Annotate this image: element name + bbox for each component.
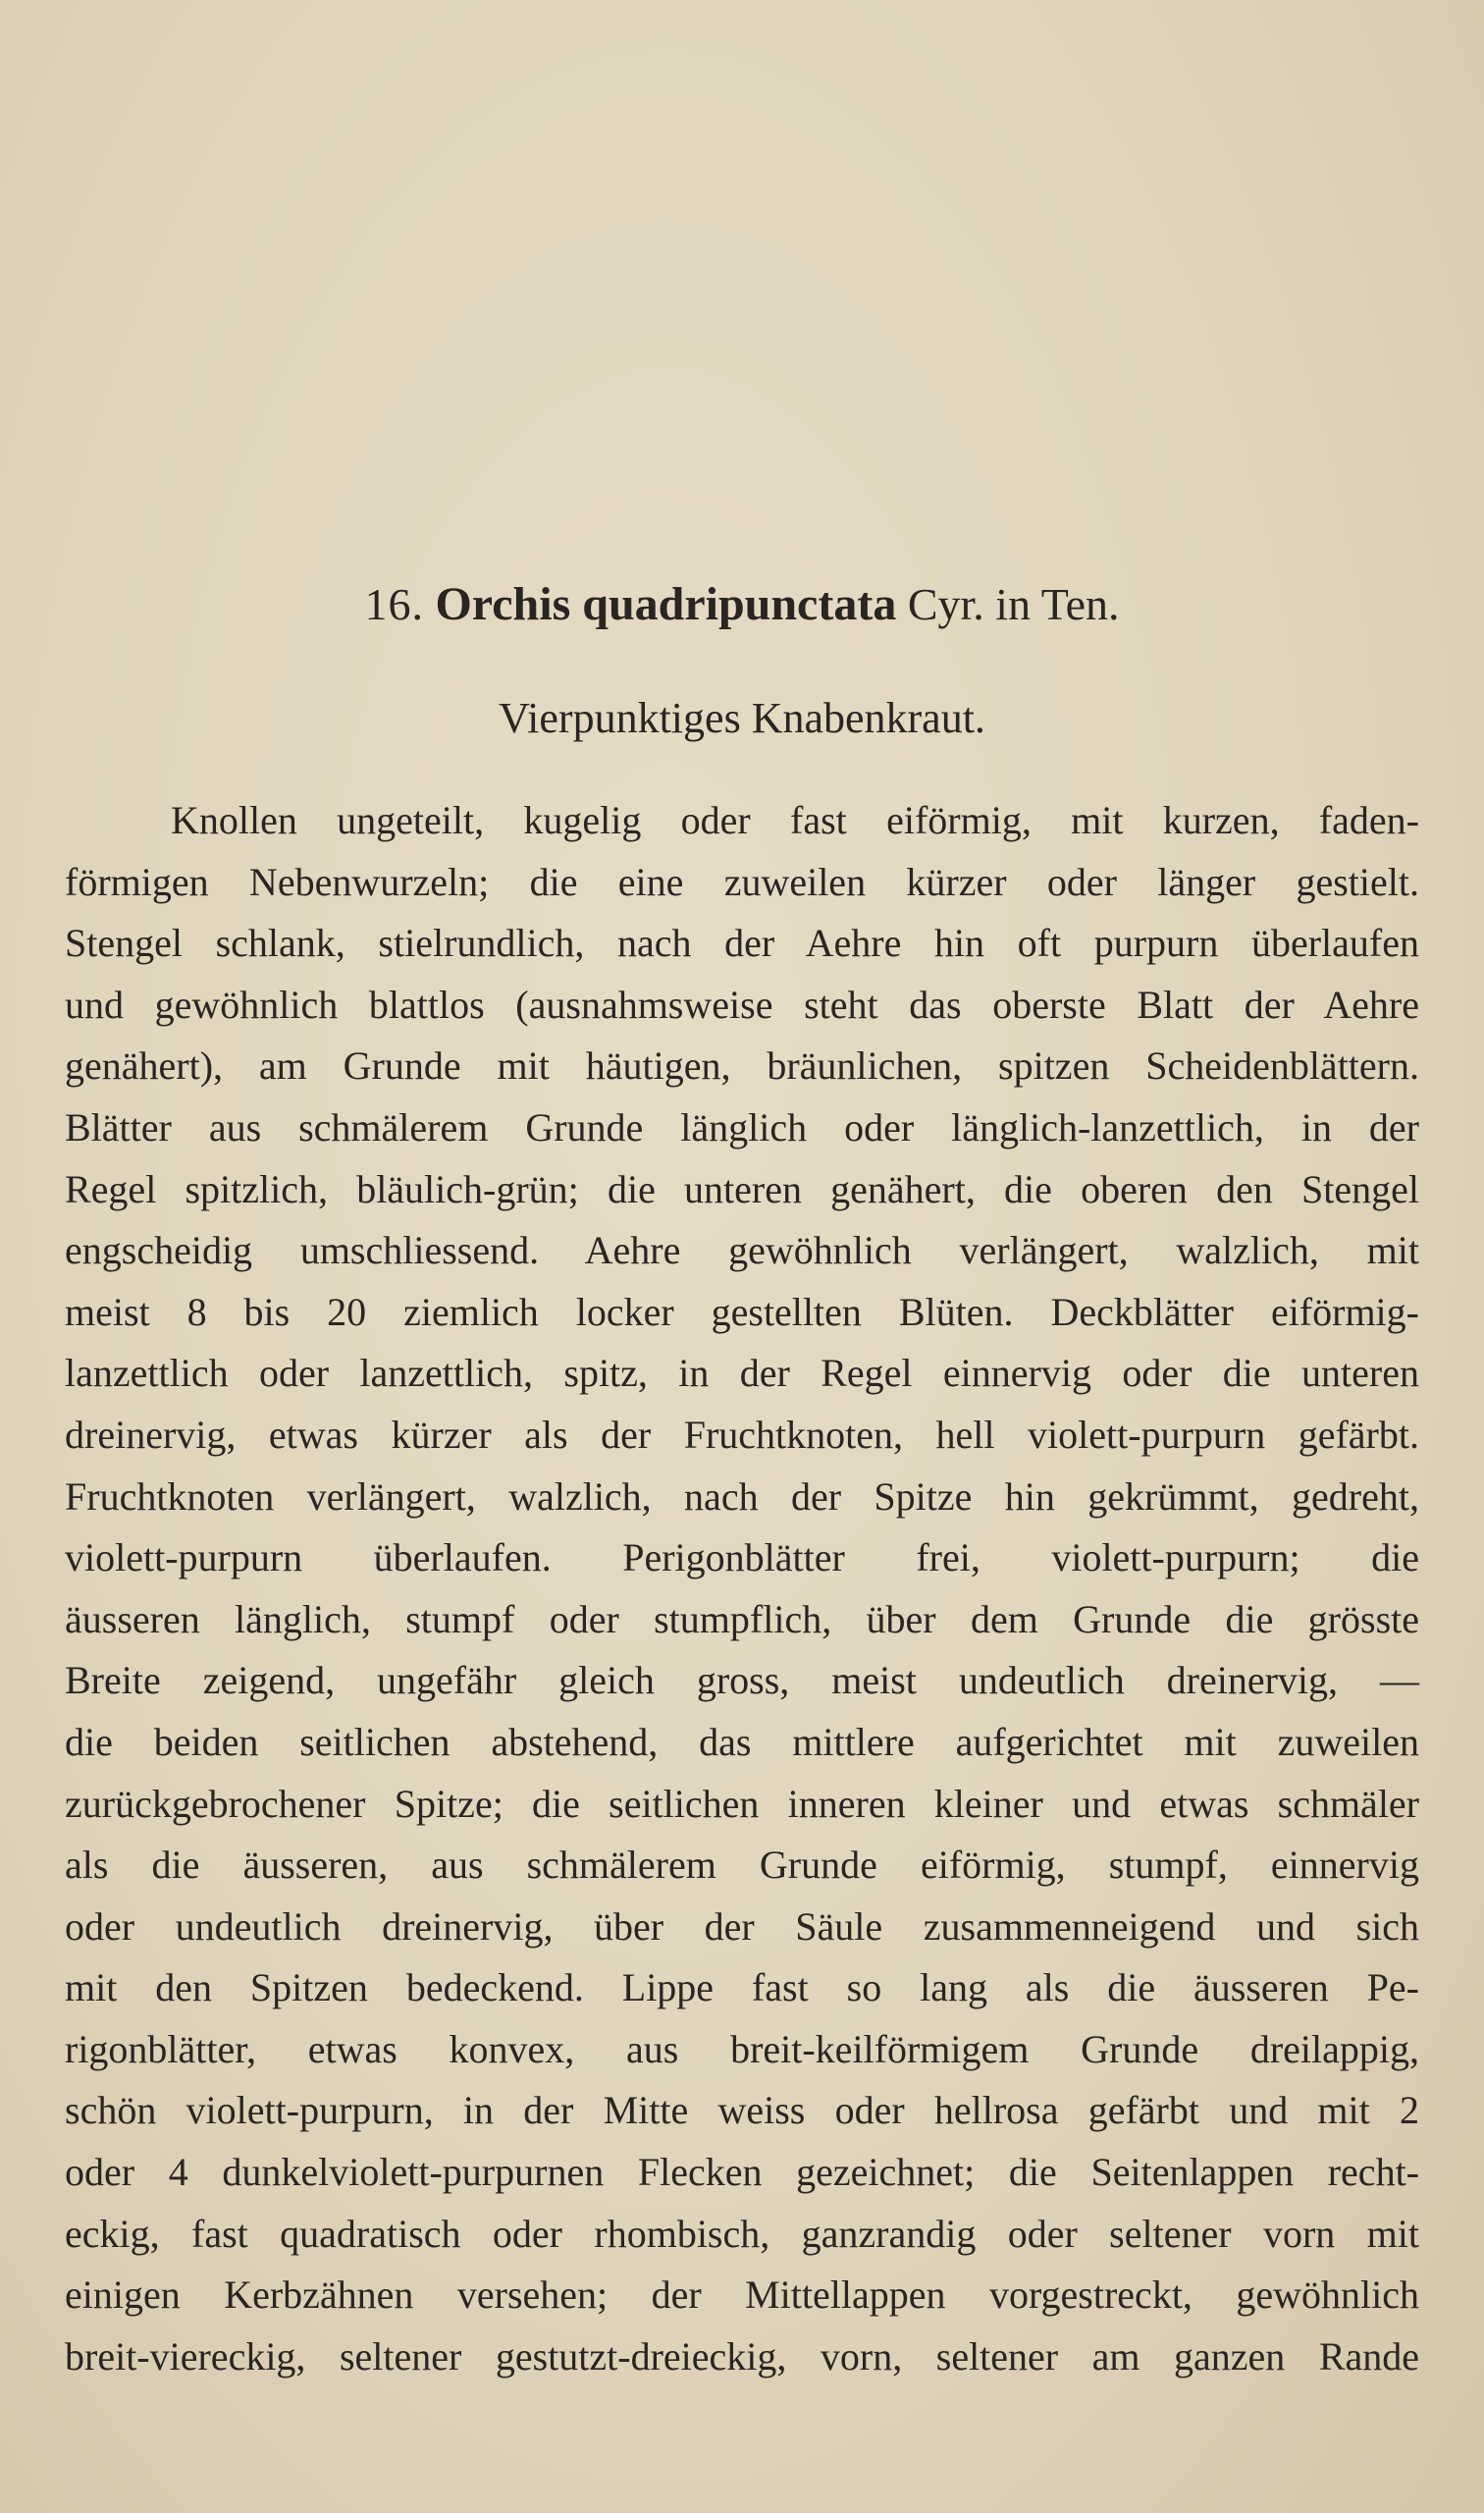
- text-line: Regel spitzlich, bläulich-grün; die unteren genähert, die oberen den Stengel: [65, 1166, 1419, 1211]
- text-line: schön violett-purpurn, in der Mitte weiss oder hellrosa gefärbt und mit 2: [65, 2088, 1419, 2133]
- species-author: Cyr. in Ten.: [907, 579, 1120, 629]
- text-line: Stengel schlank, stielrundlich, nach der Aehre hin oft purpurn überlaufen: [65, 921, 1419, 966]
- text-line: Fruchtknoten verlängert, walzlich, nach der Spitze hin gekrümmt, gedreht,: [65, 1473, 1419, 1519]
- text-line: äusseren länglich, stumpf oder stumpflich, über dem Grunde die grösste: [65, 1596, 1419, 1641]
- species-name: Orchis quadripunctata: [435, 578, 897, 630]
- text-line: als die äusseren, aus schmälerem Grunde eiförmig, stumpf, einnervig: [65, 1843, 1419, 1888]
- species-heading: [0, 575, 1484, 634]
- text-line: zurückgebrochener Spitze; die seitlichen inneren kleiner und etwas schmäler: [65, 1781, 1419, 1826]
- text-line: und gewöhnlich blattlos (ausnahmsweise steht das oberste Blatt der Aehre: [65, 982, 1419, 1027]
- text-line: mit den Spitzen bedeckend. Lippe fast so lang als die äusseren Pe-: [65, 1965, 1419, 2010]
- text-line: engscheidig umschliessend. Aehre gewöhnlich verlängert, walzlich, mit: [65, 1228, 1419, 1273]
- text-line: meist 8 bis 20 ziemlich locker gestellten Blüten. Deckblätter eiförmig-: [65, 1289, 1419, 1334]
- text-line: oder undeutlich dreinervig, über der Säule zusammenneigend und sich: [65, 1903, 1419, 1949]
- text-line: förmigen Nebenwurzeln; die eine zuweilen kürzer oder länger gestielt.: [65, 859, 1419, 904]
- text-line: Breite zeigend, ungefähr gleich gross, meist undeutlich dreinervig, —: [65, 1658, 1419, 1703]
- text-line: eckig, fast quadratisch oder rhombisch, ganzrandig oder seltener vorn mit: [65, 2211, 1419, 2256]
- species-number: 16.: [364, 579, 424, 629]
- text-line: lanzettlich oder lanzettlich, spitz, in der Regel einnervig oder die unteren: [65, 1351, 1419, 1396]
- text-line: violett-purpurn überlaufen. Perigonblätter frei, violett-purpurn; die: [65, 1535, 1419, 1580]
- text-line: genähert), am Grunde mit häutigen, bräunlichen, spitzen Scheidenblättern.: [65, 1043, 1419, 1089]
- text-line: dreinervig, etwas kürzer als der Fruchtknoten, hell violett-purpurn gefärbt.: [65, 1412, 1419, 1457]
- common-name-subtitle: Vierpunktiges Knabenkraut.: [499, 694, 985, 742]
- text-line: rigonblätter, etwas konvex, aus breit-keilförmigem Grunde dreilappig,: [65, 2026, 1419, 2071]
- text-line: Blätter aus schmälerem Grunde länglich oder länglich-lanzettlich, in der: [65, 1104, 1419, 1150]
- text-line: die beiden seitlichen abstehend, das mittlere aufgerichtet mit zuweilen: [65, 1719, 1419, 1764]
- description-paragraph: [65, 790, 1419, 2387]
- text-line: breit-viereckig, seltener gestutzt-dreieckig, vorn, seltener am ganzen Rande: [65, 2333, 1419, 2379]
- text-line: Knollen ungeteilt, kugelig oder fast eiförmig, mit kurzen, faden-: [171, 798, 1419, 842]
- text-line: einigen Kerbzähnen versehen; der Mittellappen vorgestreckt, gewöhnlich: [65, 2272, 1419, 2318]
- text-line: oder 4 dunkelviolett-purpurnen Flecken gezeichnet; die Seitenlappen recht-: [65, 2150, 1419, 2195]
